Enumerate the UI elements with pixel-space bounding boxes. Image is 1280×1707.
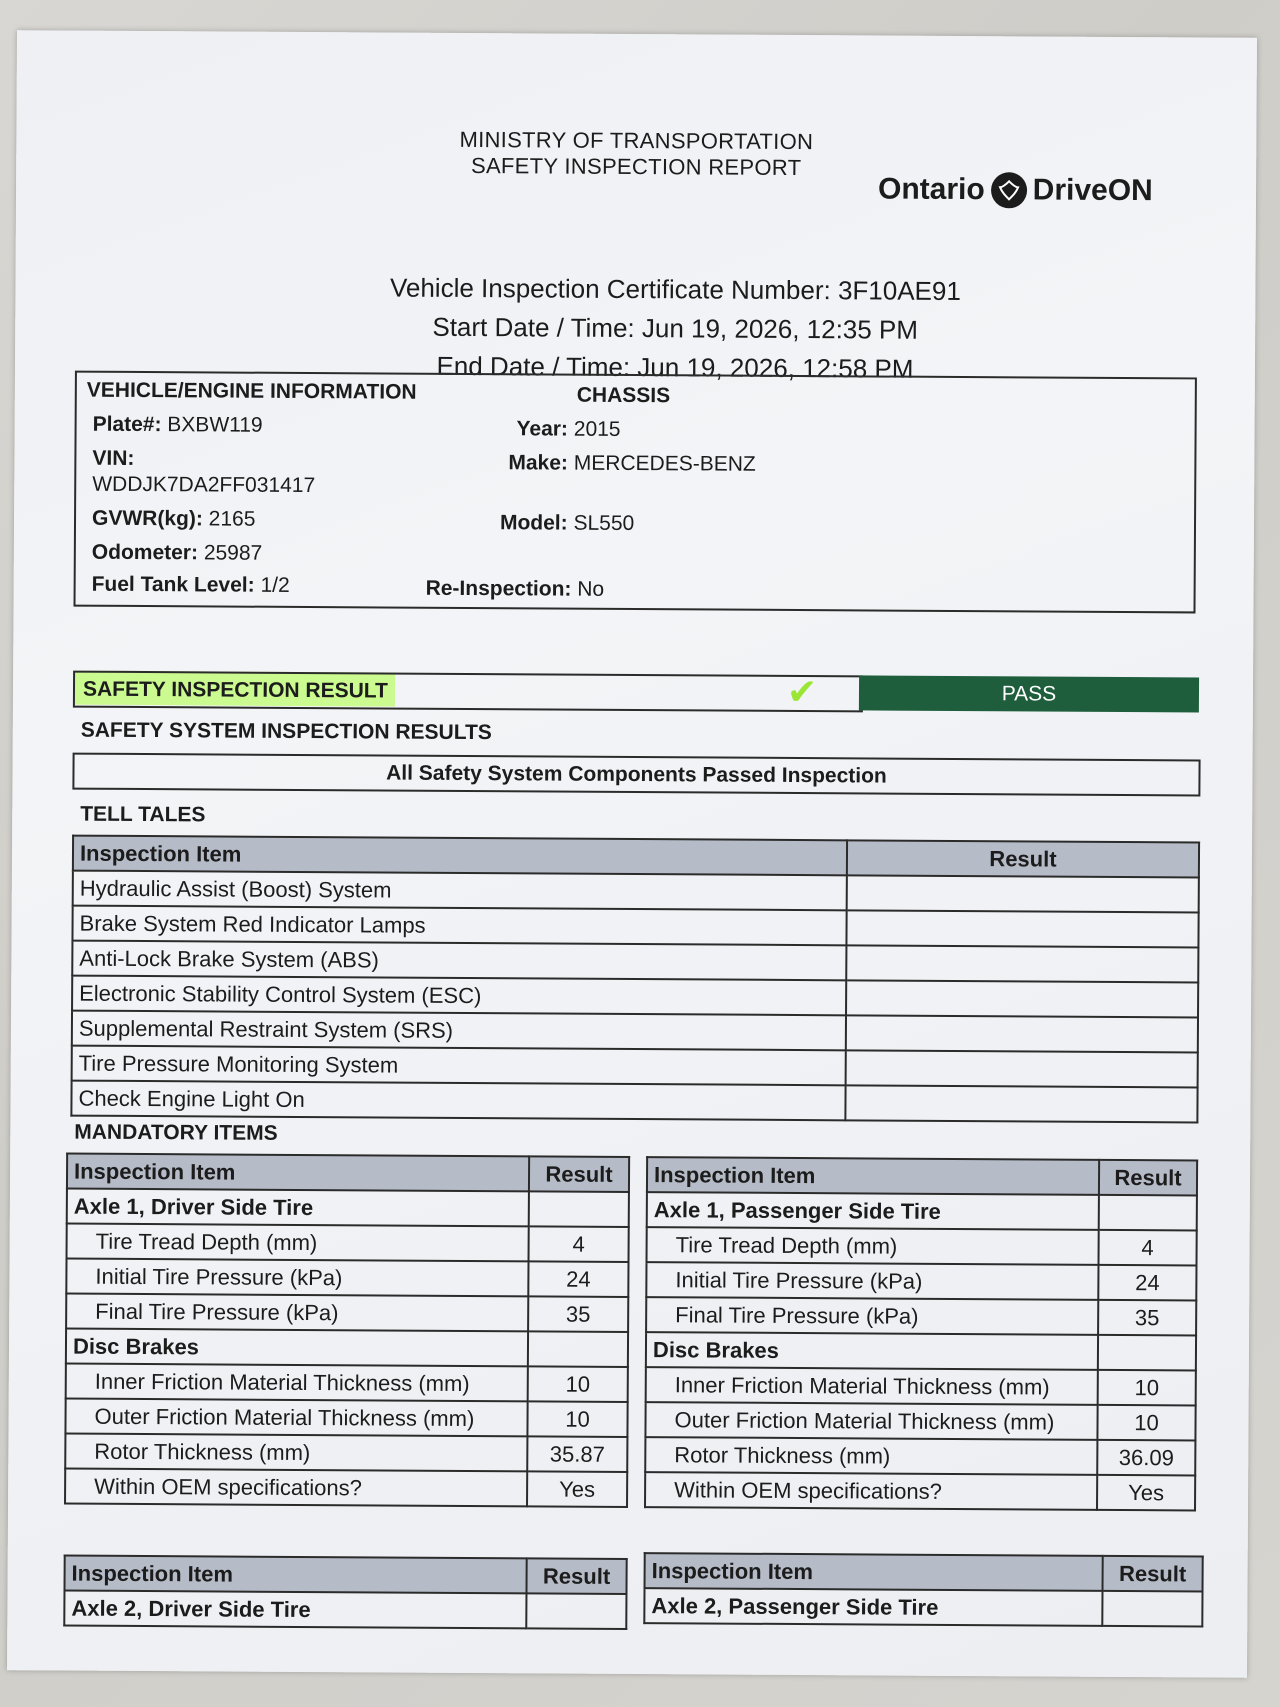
- plate-row: [93, 413, 263, 438]
- group-row: Disc Brakes: [66, 1329, 528, 1367]
- table-row: [644, 1588, 1202, 1626]
- mandatory-right-table: [644, 1156, 1198, 1511]
- certificate-block: [315, 268, 1036, 389]
- ministry-title: MINISTRY OF TRANSPORTATION: [459, 126, 814, 155]
- report-header: [456, 127, 816, 181]
- table-row: [64, 1591, 626, 1629]
- item-cell: Within OEM specifications?: [645, 1472, 1097, 1510]
- item-cell: Outer Friction Material Thickness (mm): [645, 1402, 1097, 1440]
- table-row: [646, 1297, 1196, 1335]
- table-row: [66, 1259, 628, 1297]
- table-row: [66, 1329, 628, 1367]
- table-row: [65, 1399, 627, 1437]
- tell-tale-item: Hydraulic Assist (Boost) System: [73, 871, 847, 911]
- trillium-icon: [991, 172, 1027, 208]
- empty-cell: [1098, 1335, 1196, 1371]
- empty-cell: [529, 1191, 629, 1227]
- tell-tale-item: Brake System Red Indicator Lamps: [72, 906, 846, 946]
- tell-tale-result: [846, 910, 1198, 947]
- value-cell: 24: [1098, 1265, 1196, 1301]
- year-label: Year:: [516, 417, 569, 441]
- result-label-box: [73, 671, 863, 713]
- vehicle-info-box: [74, 371, 1197, 614]
- table-row: [66, 1364, 628, 1402]
- table-row: [67, 1224, 629, 1262]
- item-cell: Within OEM specifications?: [65, 1469, 527, 1507]
- tell-tale-result: [846, 1015, 1198, 1052]
- group-row: Axle 1, Passenger Side Tire: [647, 1192, 1099, 1230]
- reinspection-label: Re-Inspection:: [425, 576, 572, 601]
- model-row: [500, 511, 634, 536]
- value-cell: 4: [1098, 1230, 1196, 1266]
- item-cell: Initial Tire Pressure (kPa): [646, 1262, 1098, 1300]
- axle2-left-table: [63, 1555, 627, 1630]
- model-label: Model:: [499, 511, 568, 535]
- reinspection-value: No: [577, 577, 605, 601]
- tell-tale-item: Check Engine Light On: [71, 1081, 845, 1121]
- start-datetime: Start Date / Time: Jun 19, 2026, 12:35 PM: [432, 311, 919, 345]
- table-row: [67, 1189, 629, 1227]
- table-row: [647, 1192, 1197, 1230]
- end-datetime: End Date / Time: Jun 19, 2026, 12:58 PM: [436, 350, 914, 384]
- col-inspection-item: Inspection Item: [73, 836, 847, 876]
- mandatory-title: MANDATORY ITEMS: [74, 1120, 278, 1145]
- odometer-label: Odometer:: [91, 540, 199, 565]
- value-cell: 35: [1098, 1300, 1196, 1336]
- col-result: Result: [529, 1156, 629, 1192]
- fuel-row: [92, 573, 290, 598]
- value-cell: Yes: [527, 1471, 627, 1507]
- vin-value: WDDJK7DA2FF031417: [92, 472, 316, 498]
- gvwr-row: [92, 507, 256, 532]
- reinspection-row: [426, 577, 605, 602]
- value-cell: 35: [528, 1296, 628, 1332]
- item-cell: Inner Friction Material Thickness (mm): [646, 1367, 1098, 1405]
- empty-cell: [526, 1593, 626, 1629]
- col-result: Result: [1103, 1556, 1203, 1592]
- make-label: Make:: [508, 451, 568, 475]
- system-results-title: SAFETY SYSTEM INSPECTION RESULTS: [80, 718, 492, 745]
- table-row: [66, 1294, 628, 1332]
- table-row: [65, 1434, 627, 1472]
- vin-label: VIN:: [92, 446, 135, 470]
- tell-tale-item: Tire Pressure Monitoring System: [72, 1046, 846, 1086]
- value-cell: 10: [1098, 1370, 1196, 1406]
- table-row: [647, 1227, 1197, 1265]
- item-cell: Final Tire Pressure (kPa): [66, 1294, 528, 1332]
- col-inspection-item: Inspection Item: [645, 1553, 1103, 1591]
- item-cell: Tire Tread Depth (mm): [67, 1224, 529, 1262]
- gvwr-value: 2165: [208, 507, 256, 531]
- check-mark-icon: ✔: [786, 670, 818, 713]
- item-cell: Initial Tire Pressure (kPa): [66, 1259, 528, 1297]
- col-inspection-item: Inspection Item: [67, 1154, 529, 1192]
- group-row: Axle 2, Driver Side Tire: [64, 1591, 526, 1629]
- empty-cell: [528, 1331, 628, 1367]
- empty-cell: [1099, 1195, 1197, 1231]
- odometer-row: [92, 541, 263, 566]
- system-results-message: All Safety System Components Passed Inspection: [386, 761, 887, 788]
- logo-ontario-text: Ontario: [877, 172, 985, 207]
- certificate-number: Vehicle Inspection Certificate Number: 3F10AE91: [389, 272, 961, 306]
- axle2-left-header-row: [64, 1556, 626, 1594]
- tell-tale-result: [847, 875, 1199, 912]
- tell-tale-result: [846, 945, 1198, 982]
- result-label: SAFETY INSPECTION RESULT: [82, 677, 388, 703]
- value-cell: 36.09: [1097, 1440, 1195, 1476]
- tell-tale-result: [846, 980, 1198, 1017]
- table-row: [645, 1472, 1195, 1510]
- report-title: SAFETY INSPECTION REPORT: [470, 153, 802, 181]
- col-inspection-item: Inspection Item: [647, 1157, 1099, 1195]
- tell-tale-item: Supplemental Restraint System (SRS): [72, 1011, 846, 1051]
- table-row: [65, 1469, 627, 1507]
- fuel-label: Fuel Tank Level:: [91, 572, 255, 597]
- value-cell: Yes: [1097, 1475, 1195, 1511]
- tell-tale-item: Anti-Lock Brake System (ABS): [72, 941, 846, 981]
- group-row: Axle 1, Driver Side Tire: [67, 1189, 529, 1227]
- table-row: [71, 1081, 1197, 1123]
- make-row: [508, 451, 756, 477]
- chassis-title: CHASSIS: [576, 383, 671, 408]
- year-row: [517, 417, 621, 442]
- item-cell: Outer Friction Material Thickness (mm): [65, 1399, 527, 1437]
- table-row: [645, 1402, 1195, 1440]
- table-row: [646, 1262, 1196, 1300]
- item-cell: Final Tire Pressure (kPa): [646, 1297, 1098, 1335]
- item-cell: Inner Friction Material Thickness (mm): [66, 1364, 528, 1402]
- value-cell: 24: [528, 1261, 628, 1297]
- ontario-driveon-logo: [878, 171, 1153, 209]
- inspection-report-page: [7, 30, 1257, 1678]
- col-result: Result: [847, 840, 1199, 877]
- col-result: Result: [1099, 1160, 1197, 1196]
- tell-tale-result: [845, 1085, 1197, 1122]
- odometer-value: 25987: [203, 541, 263, 565]
- value-cell: 4: [529, 1226, 629, 1262]
- mandatory-right-header-row: [647, 1157, 1197, 1195]
- gvwr-label: GVWR(kg):: [91, 506, 203, 531]
- group-row: Axle 2, Passenger Side Tire: [644, 1588, 1102, 1626]
- tell-tale-result: [846, 1050, 1198, 1087]
- value-cell: 35.87: [527, 1436, 627, 1472]
- table-row: [646, 1332, 1196, 1370]
- value-cell: 10: [527, 1401, 627, 1437]
- logo-driveon-text: DriveON: [1032, 173, 1153, 208]
- item-cell: Rotor Thickness (mm): [65, 1434, 527, 1472]
- tell-tales-table: [70, 835, 1200, 1124]
- value-cell: 10: [528, 1366, 628, 1402]
- group-row: Disc Brakes: [646, 1332, 1098, 1370]
- year-value: 2015: [573, 417, 621, 441]
- make-value: MERCEDES-BENZ: [573, 451, 756, 476]
- item-cell: Rotor Thickness (mm): [645, 1437, 1097, 1475]
- plate-label: Plate#:: [92, 412, 162, 437]
- col-result: Result: [526, 1558, 626, 1594]
- axle2-right-table: [643, 1552, 1203, 1627]
- value-cell: 10: [1097, 1405, 1195, 1441]
- fuel-value: 1/2: [260, 573, 290, 597]
- tell-tales-title: TELL TALES: [80, 802, 206, 827]
- table-row: [645, 1437, 1195, 1475]
- col-inspection-item: Inspection Item: [64, 1556, 526, 1594]
- plate-value: BXBW119: [167, 413, 263, 437]
- item-cell: Tire Tread Depth (mm): [647, 1227, 1099, 1265]
- system-results-box: [72, 753, 1200, 797]
- mandatory-left-header-row: [67, 1154, 629, 1192]
- result-pass-badge: PASS: [859, 675, 1199, 712]
- table-row: [646, 1367, 1196, 1405]
- empty-cell: [1102, 1591, 1202, 1627]
- model-value: SL550: [573, 511, 635, 536]
- vehicle-section-title: VEHICLE/ENGINE INFORMATION: [86, 378, 417, 404]
- axle2-right-header-row: [645, 1553, 1203, 1591]
- mandatory-left-table: [64, 1153, 630, 1508]
- tell-tale-item: Electronic Stability Control System (ESC): [72, 976, 846, 1016]
